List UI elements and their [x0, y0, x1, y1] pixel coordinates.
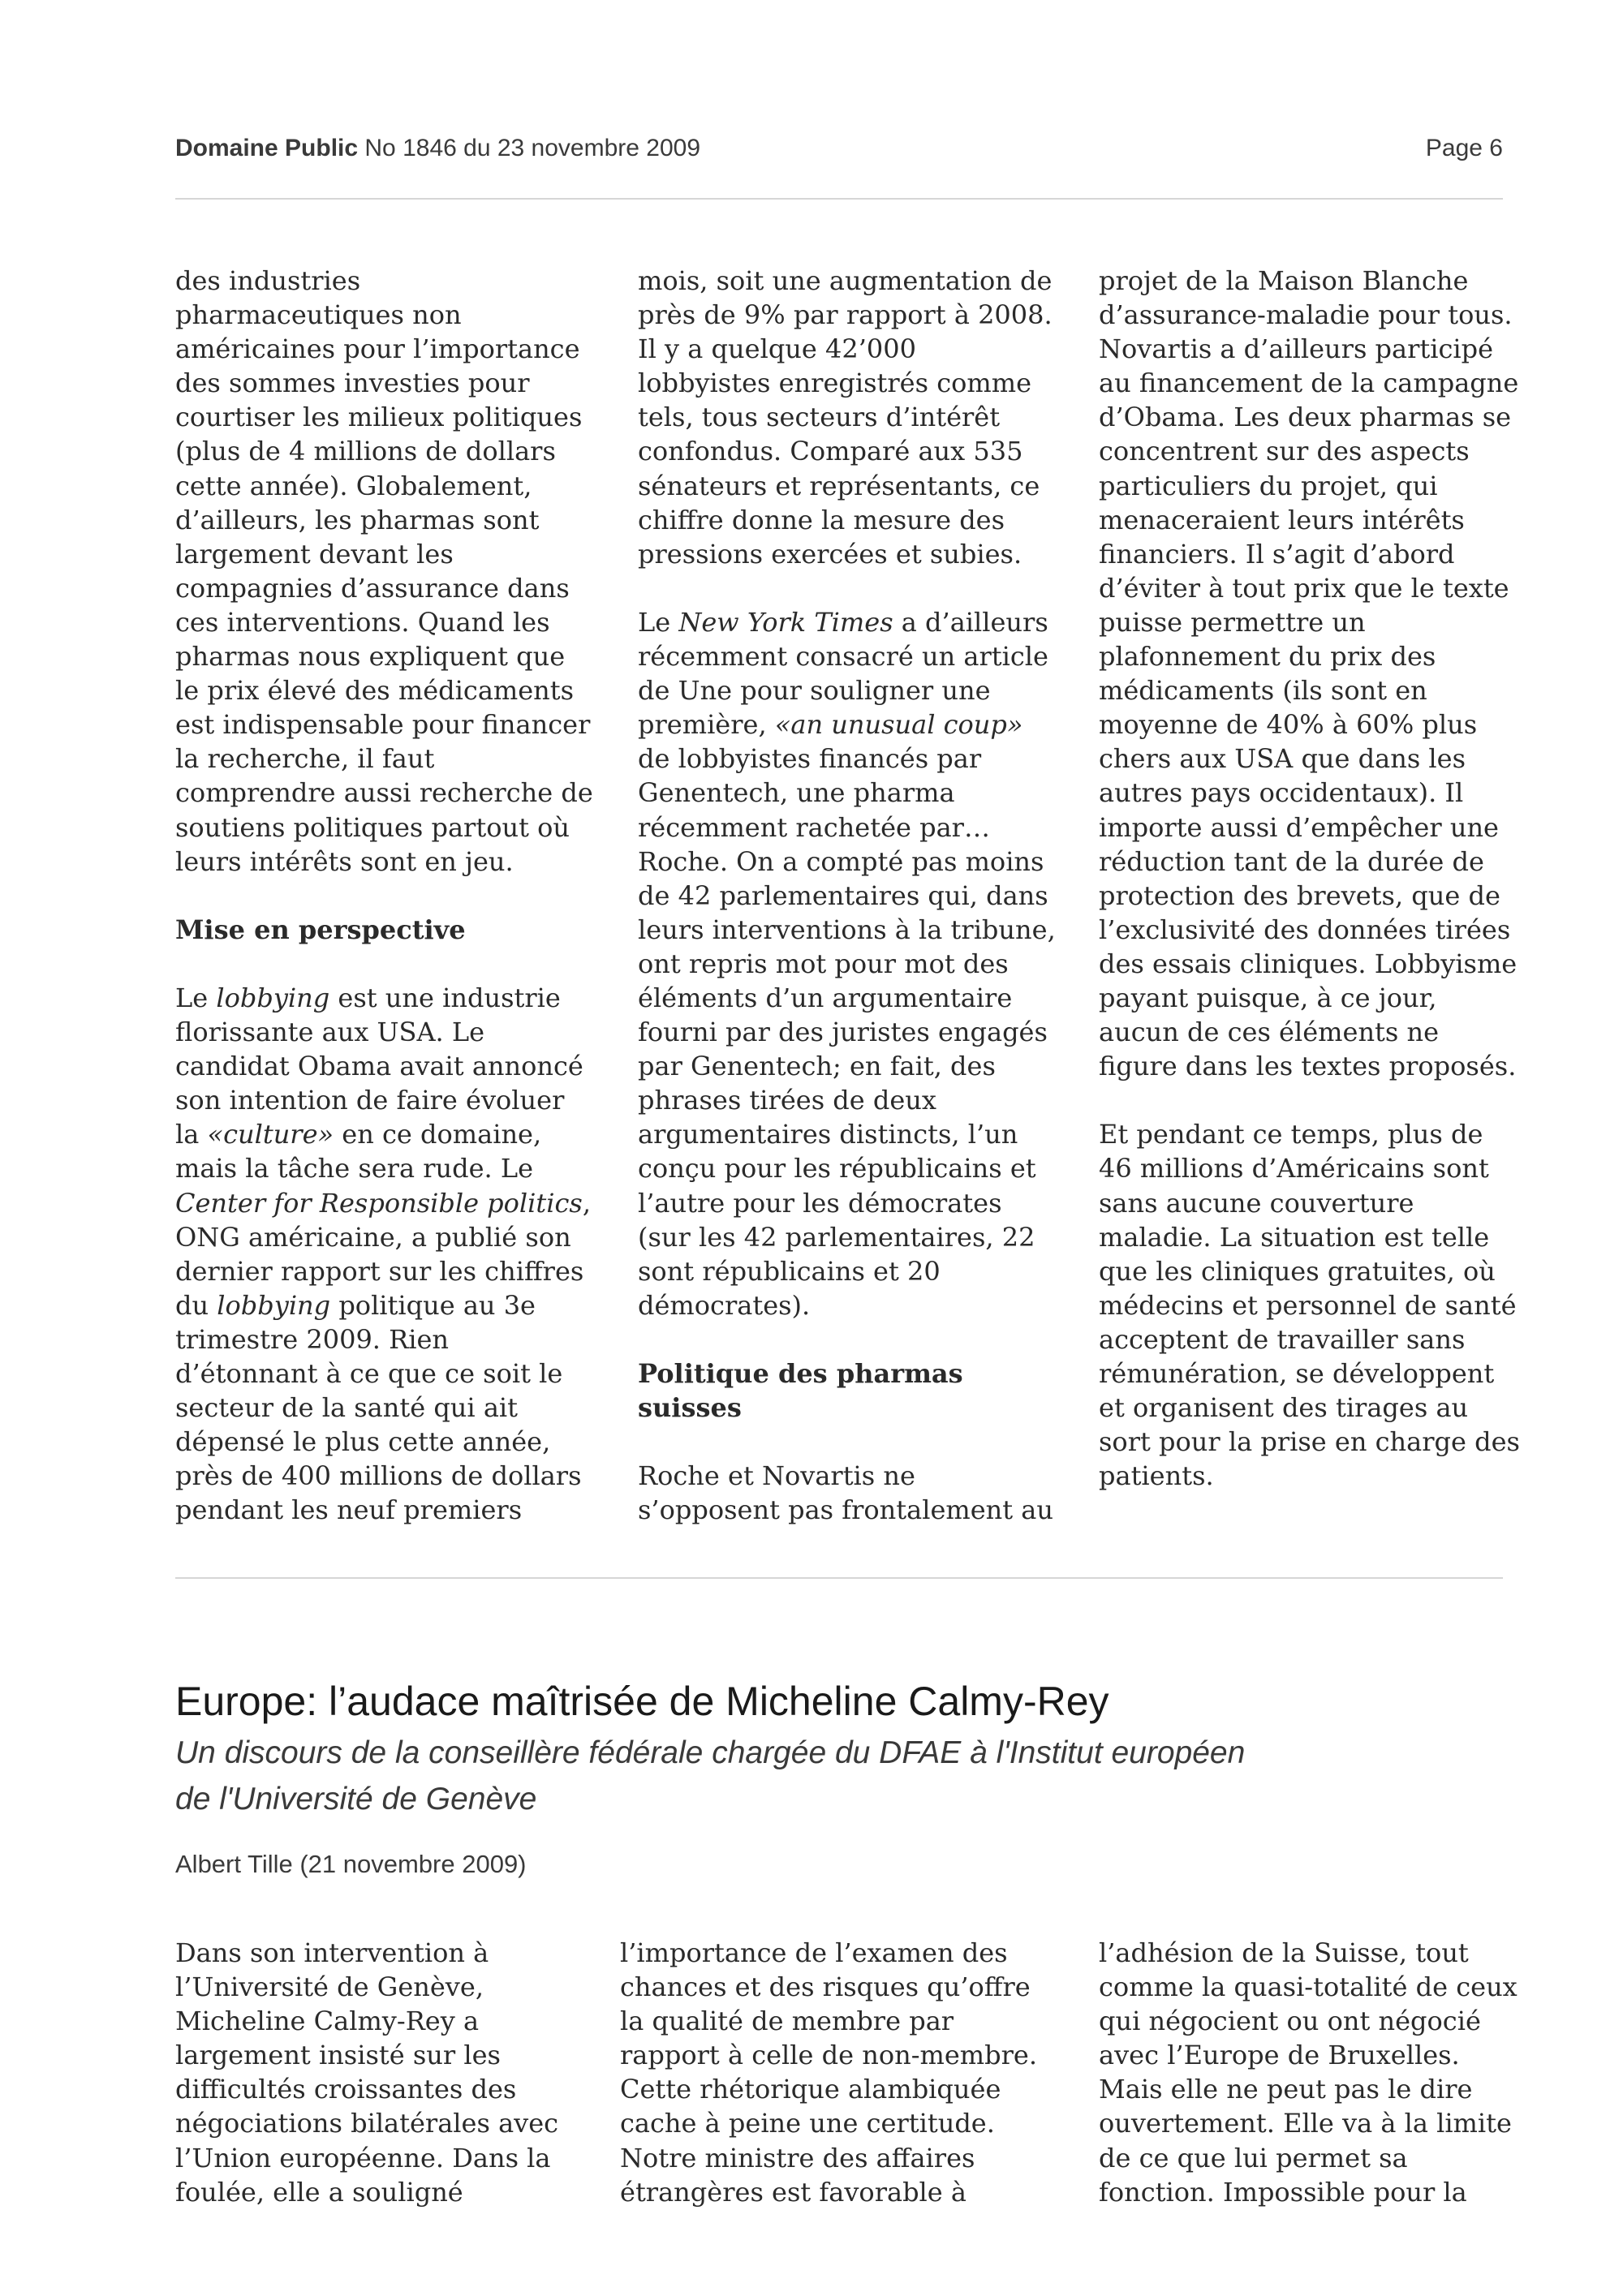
text-line: maladie. La situation est telle — [1099, 1221, 1490, 1253]
text-line: leurs interventions à la tribune, — [638, 914, 1056, 945]
text-line: secteur de la santé qui ait — [175, 1392, 518, 1424]
italic-text: Center for Responsible politics — [175, 1187, 583, 1219]
text-line: Et pendant ce temps, plus de — [1099, 1119, 1483, 1150]
text-line: aucun de ces éléments ne — [1099, 1017, 1440, 1048]
text-line: tels, tous secteurs d’intérêt — [638, 402, 1001, 433]
text-line: d’éviter à tout prix que le texte — [1099, 572, 1509, 604]
article-2-column-1 — [175, 1936, 613, 2209]
text-line: récemment rachetée par… — [638, 811, 990, 843]
text-line: réduction tant de la durée de — [1099, 845, 1484, 877]
article-2-title: Europe: l’audace maîtrisée de Micheline Calmy-Rey — [175, 1679, 1109, 1724]
text-line: la qualité de membre par — [620, 2006, 954, 2037]
paragraph-gap — [175, 879, 613, 913]
text-line: médecins et personnel de santé — [1099, 1289, 1517, 1321]
text-line: l’adhésion de la Suisse, tout — [1099, 1937, 1469, 1968]
text-line: au financement de la campagne — [1099, 368, 1519, 399]
text-line: sénateurs et représentants, ce — [638, 470, 1040, 501]
text-line: Micheline Calmy-Rey a — [175, 2006, 480, 2037]
article-2-column-3 — [1099, 1936, 1537, 2209]
text-line: près de 400 millions de dollars — [175, 1460, 582, 1492]
text-line: première, «an unusual coup» — [638, 709, 1023, 741]
paragraph-gap — [175, 947, 613, 981]
text-line: chers aux USA que dans les — [1099, 743, 1466, 775]
text-line: Il y a quelque 42’000 — [638, 333, 916, 365]
text-line: américaines pour l’importance — [175, 333, 580, 365]
text-line: ces interventions. Quand les — [175, 606, 550, 638]
text-line: (sur les 42 parlementaires, 22 — [638, 1221, 1035, 1253]
text-line: cette année). Globalement, — [175, 470, 532, 501]
text-line: pendant les neuf premiers — [175, 1494, 523, 1526]
text-line: près de 9% par rapport à 2008. — [638, 299, 1053, 331]
issue-info: No 1846 du 23 novembre 2009 — [364, 135, 701, 161]
text-line: Le lobbying est une industrie — [175, 982, 561, 1013]
text-line: autres pays occidentaux). Il — [1099, 777, 1464, 809]
text-line: de Une pour souligner une — [638, 675, 991, 707]
text-line: moyenne de 40% à 60% plus — [1099, 709, 1478, 741]
italic-text: «culture» — [207, 1119, 334, 1150]
text-line: par Genentech; en fait, des — [638, 1051, 996, 1082]
text-line: de 42 parlementaires qui, dans — [638, 879, 1048, 911]
text-line: démocrates). — [638, 1289, 811, 1321]
text-line: acceptent de travailler sans — [1099, 1323, 1466, 1355]
text-line: courtiser les milieux politiques — [175, 402, 583, 433]
article-1-column-3 — [1099, 264, 1537, 1493]
text-line: soutiens politiques partout où — [175, 811, 570, 843]
text-line: rémunération, se développent — [1099, 1358, 1495, 1389]
text-line: Center for Responsible politics, — [175, 1187, 591, 1219]
text-line: Dans son intervention à — [175, 1937, 489, 1968]
text-line: concentrent sur des aspects — [1099, 436, 1470, 467]
text-line: des essais cliniques. Lobbyisme — [1099, 948, 1518, 979]
text-line: 46 millions d’Américains sont — [1099, 1153, 1489, 1185]
article-divider — [175, 1577, 1503, 1579]
section-heading: Mise en perspective — [175, 914, 466, 945]
article-1-column-1 — [175, 264, 613, 1527]
text-line: négociations bilatérales avec — [175, 2108, 559, 2139]
text-line: son intention de faire évoluer — [175, 1085, 565, 1116]
text-line: florissante aux USA. Le — [175, 1017, 485, 1048]
text-line: ouvertement. Elle va à la limite — [1099, 2108, 1512, 2139]
text-line: foulée, elle a souligné — [175, 2176, 463, 2208]
text-line: trimestre 2009. Rien — [175, 1323, 450, 1355]
text-line: figure dans les textes proposés. — [1099, 1051, 1517, 1082]
text-line: largement insisté sur les — [175, 2040, 501, 2071]
article-2-byline: Albert Tille (21 novembre 2009) — [175, 1850, 527, 1878]
text-line: mais la tâche sera rude. Le — [175, 1153, 534, 1185]
text-line: et organisent des tirages au — [1099, 1392, 1469, 1424]
italic-text: «an unusual coup» — [774, 709, 1023, 741]
text-line: d’assurance-maladie pour tous. — [1099, 299, 1513, 331]
section-heading: suisses — [638, 1392, 742, 1424]
text-line: phrases tirées de deux — [638, 1085, 936, 1116]
text-line: dernier rapport sur les chiffres — [175, 1255, 584, 1287]
text-line: comprendre aussi recherche de — [175, 777, 593, 809]
text-line: récemment consacré un article — [638, 641, 1048, 673]
text-line: leurs intérêts sont en jeu. — [175, 845, 514, 877]
text-line: chiffre donne la mesure des — [638, 504, 1005, 535]
text-line: sont républicains et 20 — [638, 1255, 941, 1287]
text-line: sort pour la prise en charge des — [1099, 1426, 1520, 1458]
text-line: qui négocient ou ont négocié — [1099, 2006, 1481, 2037]
text-line: menaceraient leurs intérêts — [1099, 504, 1465, 535]
text-line: financiers. Il s’agit d’abord — [1099, 538, 1455, 570]
text-line: (plus de 4 millions de dollars — [175, 436, 556, 467]
text-line: lobbyistes enregistrés comme — [638, 368, 1032, 399]
text-line: que les cliniques gratuites, où — [1099, 1255, 1496, 1287]
text-line: de ce que lui permet sa — [1099, 2142, 1408, 2173]
subtitle-line: de l'Université de Genève — [175, 1782, 537, 1817]
text-line: médicaments (ils sont en — [1099, 675, 1427, 707]
text-line: Roche. On a compté pas moins — [638, 845, 1044, 877]
text-line: particuliers du projet, qui — [1099, 470, 1438, 501]
text-line: dépensé le plus cette année, — [175, 1426, 551, 1458]
text-line: puisse permettre un — [1099, 606, 1366, 638]
text-line: compagnies d’assurance dans — [175, 572, 570, 604]
text-line: des sommes investies pour — [175, 368, 530, 399]
text-line: fonction. Impossible pour la — [1099, 2176, 1467, 2208]
italic-text: lobbying — [217, 1289, 331, 1321]
text-line: avec l’Europe de Bruxelles. — [1099, 2040, 1460, 2071]
paragraph-gap — [1099, 1083, 1537, 1117]
text-line: ONG américaine, a publié son — [175, 1221, 571, 1253]
text-line: Notre ministre des affaires — [620, 2142, 975, 2173]
text-line: payant puisque, à ce jour, — [1099, 982, 1437, 1013]
text-line: importe aussi d’empêcher une — [1099, 811, 1499, 843]
text-line: d’étonnant à ce que ce soit le — [175, 1358, 563, 1389]
text-line: conçu pour les républicains et — [638, 1153, 1036, 1185]
text-line: comme la quasi-totalité de ceux — [1099, 1971, 1518, 2003]
text-line: fourni par des juristes engagés — [638, 1017, 1048, 1048]
text-line: difficultés croissantes des — [175, 2074, 517, 2105]
text-line: des industries — [175, 265, 361, 296]
text-line: Mais elle ne peut pas le dire — [1099, 2074, 1473, 2105]
publication-name: Domaine Public — [175, 135, 359, 161]
text-line: du lobbying politique au 3e — [175, 1289, 536, 1321]
text-line: étrangères est favorable à — [620, 2176, 966, 2208]
text-line: d’ailleurs, les pharmas sont — [175, 504, 540, 535]
paragraph-gap — [638, 1425, 1076, 1459]
text-line: cache à peine une certitude. — [620, 2108, 995, 2139]
text-line: l’autre pour les démocrates — [638, 1187, 1002, 1219]
text-line: ont repris mot pour mot des — [638, 948, 1009, 979]
text-line: projet de la Maison Blanche — [1099, 265, 1469, 296]
page-number: Page 6 — [1425, 135, 1503, 161]
text-line: protection des brevets, que de — [1099, 879, 1500, 911]
text-line: Cette rhétorique alambiquée — [620, 2074, 1001, 2105]
text-line: Roche et Novartis ne — [638, 1460, 915, 1492]
text-line: de lobbyistes financés par — [638, 743, 982, 775]
text-line: rapport à celle de non-membre. — [620, 2040, 1038, 2071]
article-1-column-2 — [638, 264, 1076, 1527]
text-line: confondus. Comparé aux 535 — [638, 436, 1023, 467]
text-line: plafonnement du prix des — [1099, 641, 1436, 673]
text-line: la recherche, il faut — [175, 743, 435, 775]
text-line: éléments d’un argumentaire — [638, 982, 1013, 1013]
text-line: pressions exercées et subies. — [638, 538, 1022, 570]
text-line: la «culture» en ce domaine, — [175, 1119, 542, 1150]
header-divider — [175, 198, 1503, 200]
section-heading: Politique des pharmas — [638, 1358, 963, 1389]
article-2-column-2 — [620, 1936, 1058, 2209]
page-header — [175, 135, 1503, 170]
text-line: l’importance de l’examen des — [620, 1937, 1008, 1968]
italic-text: New York Times — [678, 606, 893, 638]
text-line: d’Obama. Les deux pharmas se — [1099, 402, 1512, 433]
text-line: l’exclusivité des données tirées — [1099, 914, 1511, 945]
text-line: mois, soit une augmentation de — [638, 265, 1053, 296]
subtitle-line: Un discours de la conseillère fédérale chargée du DFAE à l'Institut européen — [175, 1735, 1246, 1770]
text-line: l’Université de Genève, — [175, 1971, 484, 2003]
text-line: chances et des risques qu’offre — [620, 1971, 1031, 2003]
text-line: s’opposent pas frontalement au — [638, 1494, 1053, 1526]
italic-text: lobbying — [216, 982, 330, 1013]
text-line: est indispensable pour financer — [175, 709, 591, 741]
text-line: pharmas nous expliquent que — [175, 641, 566, 673]
text-line: candidat Obama avait annoncé — [175, 1051, 583, 1082]
text-line: l’Union européenne. Dans la — [175, 2142, 551, 2173]
text-line: argumentaires distincts, l’un — [638, 1119, 1018, 1150]
text-line: Le New York Times a d’ailleurs — [638, 606, 1048, 638]
paragraph-gap — [638, 1322, 1076, 1357]
text-line: largement devant les — [175, 538, 454, 570]
text-line: pharmaceutiques non — [175, 299, 462, 331]
paragraph-gap — [638, 571, 1076, 605]
text-line: Genentech, une pharma — [638, 777, 955, 809]
text-line: Novartis a d’ailleurs participé — [1099, 333, 1494, 365]
article-2-subtitle — [175, 1730, 1506, 1822]
text-line: patients. — [1099, 1460, 1214, 1492]
text-line: sans aucune couverture — [1099, 1187, 1414, 1219]
text-line: le prix élevé des médicaments — [175, 675, 575, 707]
